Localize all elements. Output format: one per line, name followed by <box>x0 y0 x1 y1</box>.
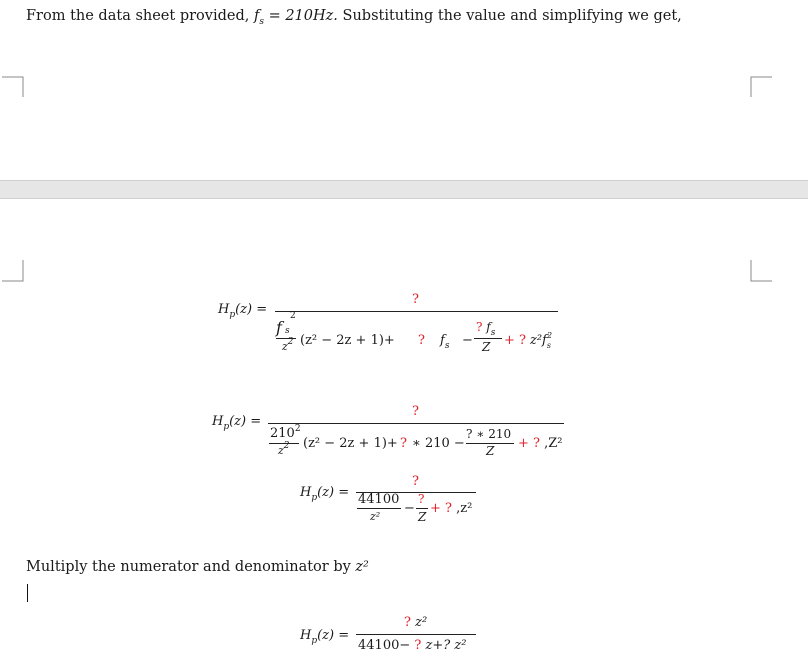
eq1-tail-text: z²f <box>530 333 547 348</box>
eq2-numerator: ? <box>412 404 419 419</box>
eq3-small-den: Z <box>418 510 427 524</box>
multiply-expr: z² <box>355 559 369 575</box>
eq1-fs2-f: f <box>440 333 445 348</box>
multiply-line <box>26 559 369 575</box>
intro-var: f <box>253 8 260 24</box>
eq1-plus-q: + ? <box>504 333 526 348</box>
eq3-lhs-sub: p <box>311 493 318 503</box>
eq2-frac-den-z: z <box>278 444 284 457</box>
eq1-small-num-sub: s <box>490 328 496 338</box>
eq2-plus-q: + ? <box>518 436 540 451</box>
eq2-frac-den-sup: 2 <box>283 441 290 451</box>
eq3-plus-q: + ? <box>430 501 452 516</box>
eq1-numerator: ? <box>412 292 419 307</box>
eq4-lhs-sub: p <box>311 636 318 646</box>
eq1-frac-den-z: z <box>282 340 288 353</box>
eq4-lhs <box>300 628 350 646</box>
eq1-small-den: Z <box>482 340 491 354</box>
eq4-fraction-bar <box>356 634 476 635</box>
eq3-lhs <box>300 485 350 503</box>
intro-equals: = 210Hz. <box>268 8 338 24</box>
intro-prefix: From the data sheet provided, <box>26 8 250 24</box>
eq3-frac-den: z² <box>370 510 381 523</box>
eq1-lhs-h: H <box>218 302 230 317</box>
eq1-frac-den-sup: 2 <box>287 337 294 347</box>
intro-line <box>26 8 682 27</box>
eq1-fs2-sub: s <box>444 341 450 351</box>
eq1-fs2 <box>440 333 450 351</box>
eq4-num-z: z² <box>415 615 428 630</box>
eq1-tail <box>530 333 556 348</box>
eq4-numerator <box>404 615 427 630</box>
page-corner-mark-tl <box>2 76 24 98</box>
eq2-frac-num <box>270 426 301 441</box>
eq1-tail-sub: s <box>546 341 551 350</box>
eq2-tail: ,Z² <box>544 436 563 451</box>
eq1-frac-den <box>282 337 294 353</box>
eq3-tail: ,z² <box>456 501 473 516</box>
eq2-times: ∗ 210 − <box>412 436 465 451</box>
eq1-fraction-bar <box>275 311 558 312</box>
eq4-den-b: z+? <box>425 638 451 653</box>
page-corner-mark-br <box>750 260 772 282</box>
eq2-middle: (z² − 2z + 1)+ <box>303 436 398 451</box>
eq1-tail-sup: 2 <box>546 331 553 340</box>
eq4-lhs-h: H <box>300 628 312 643</box>
eq4-den-c: z² <box>454 638 467 653</box>
eq3-lhs-arg: (z) = <box>317 485 350 500</box>
eq2-plus-q-wrap <box>518 436 563 451</box>
eq4-den-a: 44100− <box>358 638 411 653</box>
eq1-lhs-sub: p <box>229 310 236 320</box>
eq1-small-bar <box>474 338 502 339</box>
eq2-lhs-sub: p <box>223 422 230 432</box>
page-corner-mark-bl <box>2 260 24 282</box>
eq3-numerator: ? <box>412 474 419 489</box>
intro-suffix: Substituting the value and simplifying we get, <box>342 8 682 24</box>
eq1-small-num <box>476 320 496 338</box>
eq4-lhs-arg: (z) = <box>317 628 350 643</box>
eq1-small-num-q: ? <box>476 320 483 334</box>
eq3-minus: − <box>404 501 415 516</box>
eq4-den-q1: ? <box>414 638 422 653</box>
eq1-q1: ? <box>418 333 425 348</box>
eq1-minus: − <box>462 333 473 348</box>
eq2-lhs-h: H <box>212 414 224 429</box>
eq3-small-bar <box>416 508 428 509</box>
eq1-fs-f: f <box>276 318 282 337</box>
eq2-frac-num-val: 210 <box>270 426 295 441</box>
eq1-fs <box>276 318 282 337</box>
eq2-small-num: ? ∗ 210 <box>466 427 512 441</box>
eq1-middle: (z² − 2z + 1)+ <box>300 333 395 348</box>
eq1-lhs <box>218 302 268 320</box>
eq1-lhs-arg: (z) = <box>235 302 268 317</box>
eq4-num-q: ? <box>404 615 411 630</box>
eq2-fraction-bar <box>268 423 564 424</box>
eq3-frac-num: 44100 <box>358 492 400 507</box>
text-cursor <box>27 584 28 602</box>
page-corner-mark-tr <box>750 76 772 98</box>
eq1-fs-sup: 2 <box>290 311 296 321</box>
multiply-text: Multiply the numerator and denominator by <box>26 559 351 575</box>
page-separator <box>0 180 808 199</box>
eq2-lhs <box>212 414 262 432</box>
eq2-q1: ? <box>400 436 407 451</box>
eq2-frac-num-sup: 2 <box>294 424 301 434</box>
eq2-lhs-arg: (z) = <box>229 414 262 429</box>
eq3-plus-q-wrap <box>430 501 472 516</box>
eq1-fs-sub: s <box>285 326 290 336</box>
eq2-frac-den <box>278 441 290 457</box>
eq2-small-den: Z <box>486 444 495 458</box>
eq4-denominator <box>358 638 466 653</box>
eq3-inner-bar <box>357 508 401 509</box>
eq1-small-num-f: f <box>486 320 491 334</box>
eq3-small-num: ? <box>418 492 425 506</box>
intro-var-sub: s <box>259 17 264 27</box>
eq3-lhs-h: H <box>300 485 312 500</box>
